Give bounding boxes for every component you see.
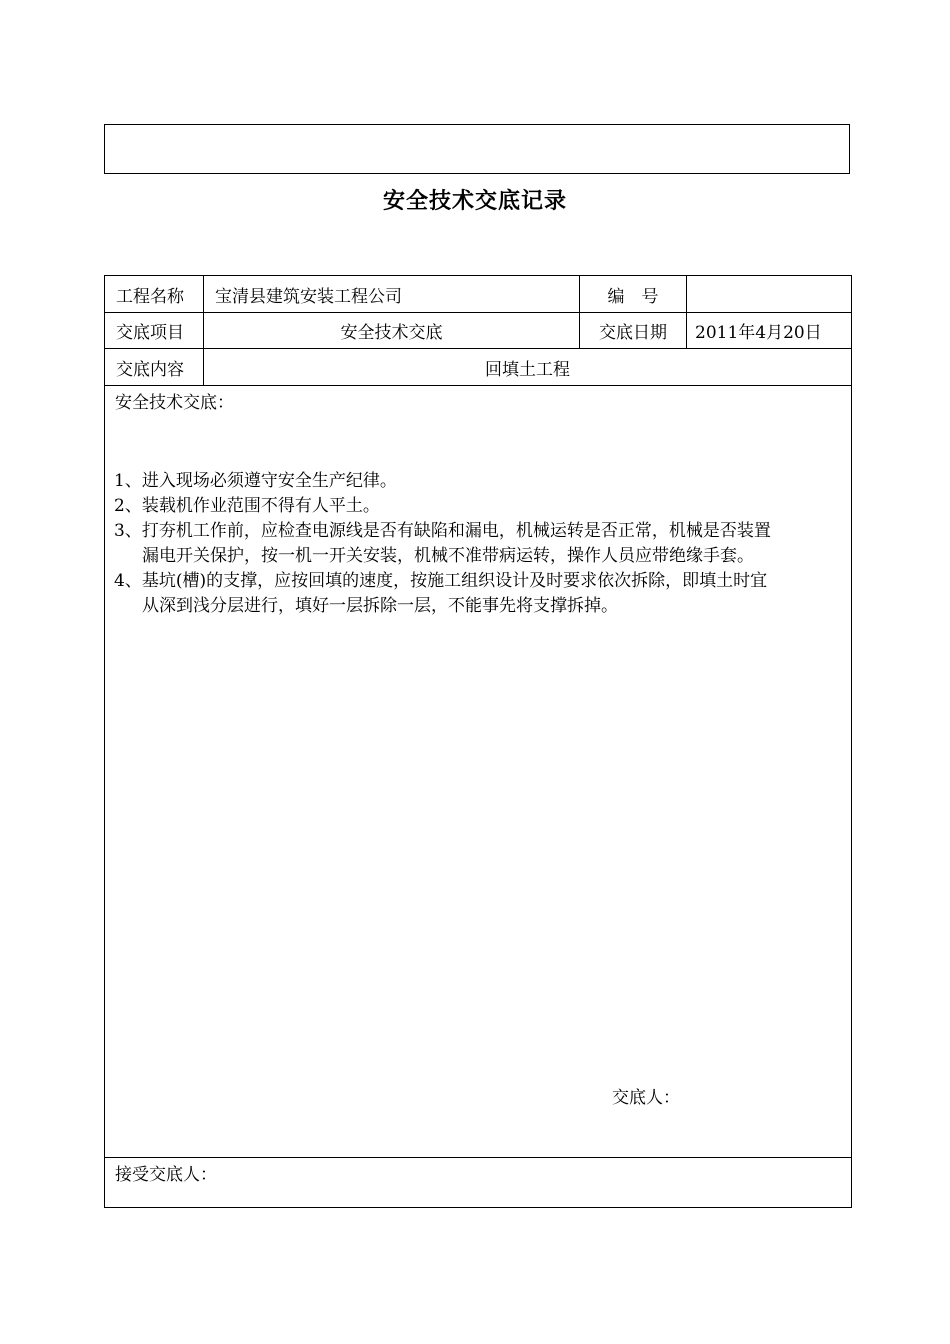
- page-title: 安全技术交底记录: [382, 189, 567, 214]
- body-heading: 安全技术交底：: [115, 393, 234, 413]
- list-item: [114, 569, 846, 619]
- list-item: [114, 494, 846, 519]
- top-header-box: [104, 124, 850, 174]
- receiver-label: 接受交底人：: [115, 1165, 217, 1185]
- signer-label: 交底人：: [612, 1088, 680, 1108]
- disclosure-item-row: [105, 313, 851, 349]
- disclosure-date-label: 交底日期: [579, 313, 686, 348]
- number-value: [686, 276, 851, 312]
- item-text: 1、进入现场必须遵守安全生产纪律。: [114, 471, 397, 491]
- disclosure-content-label: 交底内容: [116, 359, 184, 380]
- item-text: 3、打夯机工作前，应检查电源线是否有缺陷和漏电，机械运转是否正常，机械是否装置: [114, 521, 771, 541]
- item-continuation: 从深到浅分层进行，填好一层拆除一层，不能事先将支撑拆掉。: [142, 596, 618, 616]
- number-label: 编 号: [579, 276, 686, 312]
- project-name-value: 宝清县建筑安装工程公司: [203, 276, 579, 312]
- project-name-label: 工程名称: [116, 286, 184, 307]
- list-item: [114, 519, 846, 569]
- project-name-row: [105, 276, 851, 313]
- disclosure-item-value: 安全技术交底: [203, 313, 579, 348]
- disclosure-body: [105, 386, 851, 1158]
- item-continuation: 漏电开关保护，按一机一开关安装，机械不准带病运转，操作人员应带绝缘手套。: [142, 546, 754, 566]
- item-text: 2、装载机作业范围不得有人平土。: [114, 496, 380, 516]
- disclosure-content-row: [105, 349, 851, 386]
- list-item: [114, 469, 846, 494]
- disclosure-date-value: 2011年4月20日: [686, 313, 851, 348]
- safety-items-list: [114, 469, 846, 619]
- item-text: 4、基坑(槽)的支撑，应按回填的速度，按施工组织设计及时要求依次拆除，即填土时宜: [114, 571, 768, 591]
- disclosure-content-value: 回填土工程: [203, 349, 851, 385]
- disclosure-form: [104, 275, 852, 1208]
- disclosure-item-label: 交底项目: [116, 323, 184, 343]
